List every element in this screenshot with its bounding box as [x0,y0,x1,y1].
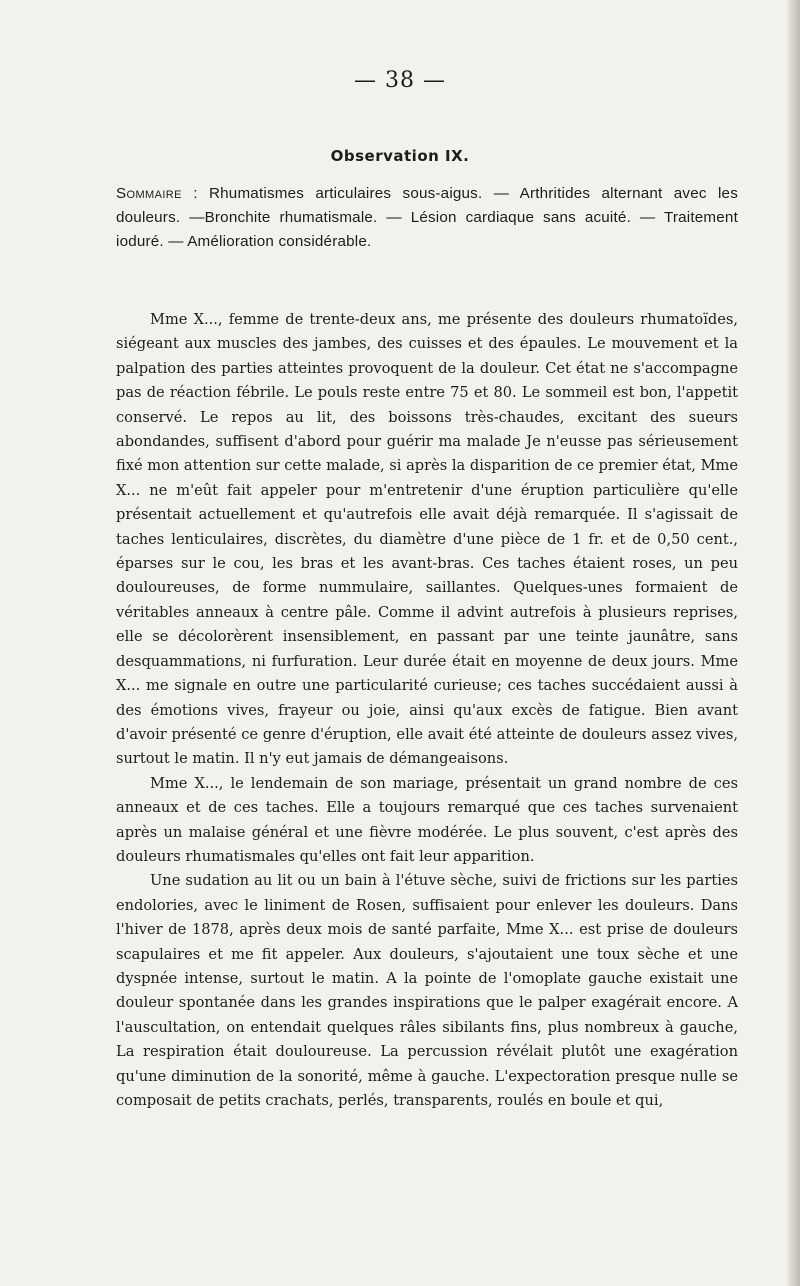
paragraph-2: Mme X..., le lendemain de son mariage, présentait un grand nombre de ces anneaux et de ces taches. Elle a toujours remarqué que ces taches survenaient après un malaise général et une fièvre modérée. Le plus souvent, c'est après des douleurs rhumatismales qu'elles ont fait leur apparition. [116,774,738,865]
summary-text: : Rhumatismes articulaires sous-aigus. — Arthritides alternant avec les douleurs. —Bronchite rhumatismale. — Lésion cardiaque sans acuité. — Traitement ioduré. — Amélioration considérable. [116,185,738,250]
observation-title: Observation IX. [330,147,470,165]
summary-label: Sommaire [116,185,182,202]
paragraph-3: Une sudation au lit ou un bain à l'étuve sèche, suivi de frictions sur les parties endolories, avec le liniment de Rosen, suffisaient pour enlever les douleurs. Dans l'hiver de 1878, après deux mois de santé parfaite, Mme X... est prise de douleurs scapulaires et me fit appeler. Aux douleurs, s'ajoutaient une toux sèche et une dyspnée intense, surtout le matin. A la pointe de l'omoplate gauche existait une douleur spontanée dans les grandes inspirations que le palper exagérait encore. A l'auscultation, on entendait quelques râles sibilants fins, plus nombreux à gauche, La respiration était douloureuse. La percussion révélait plutôt une exagération qu'une diminution de la sonorité, même à gauche. L'expectoration presque nulle se composait de petits crachats, perlés, transparents, roulés en boule et qui, [116,872,738,1109]
page-number: — 38 — [354,68,446,93]
page-edge-shadow [786,0,800,1286]
summary-block [116,182,738,254]
body-text [116,308,738,1113]
paragraph-1: Mme X..., femme de trente-deux ans, me présente des douleurs rhumatoïdes, siégeant aux muscles des jambes, des cuisses et des épaules. Le mouvement et la palpation des parties atteintes provoquent de la douleur. Cet état ne s'accompagne pas de réaction fébrile. Le pouls reste entre 75 et 80. Le sommeil est bon, l'appetit conservé. Le repos au lit, des boissons très-chaudes, excitant des sueurs abondandes, suffisent d'abord pour guérir ma malade Je n'eusse pas sérieusement fixé mon attention sur cette malade, si après la disparition de ce premier état, Mme X... ne m'eût fait appeler pour m'entretenir d'une éruption particulière qu'elle présentait actuellement et qu'autrefois elle avait déjà remarquée. Il s'agissait de taches lenticulaires, discrètes, du diamètre d'une pièce de 1 fr. et de 0,50 cent., éparses sur le cou, les bras et les avant-bras. Ces taches étaient roses, un peu douloureuses, de forme nummulaire, saillantes. Quelques-unes formaient de véritables anneaux à centre pâle. Comme il advint autrefois à plusieurs reprises, elle se décolorèrent insensiblement, en passant par une teinte jaunâtre, sans desquammations, ni furfuration. Leur durée était en moyenne de deux jours. Mme X... me signale en outre une particularité curieuse; ces taches succédaient aussi à des émotions vives, frayeur ou joie, ainsi qu'aux excès de fatigue. Bien avant d'avoir présenté ce genre d'éruption, elle avait été atteinte de douleurs assez vives, surtout le matin. Il n'y eut jamais de démangeaisons. [116,311,738,768]
